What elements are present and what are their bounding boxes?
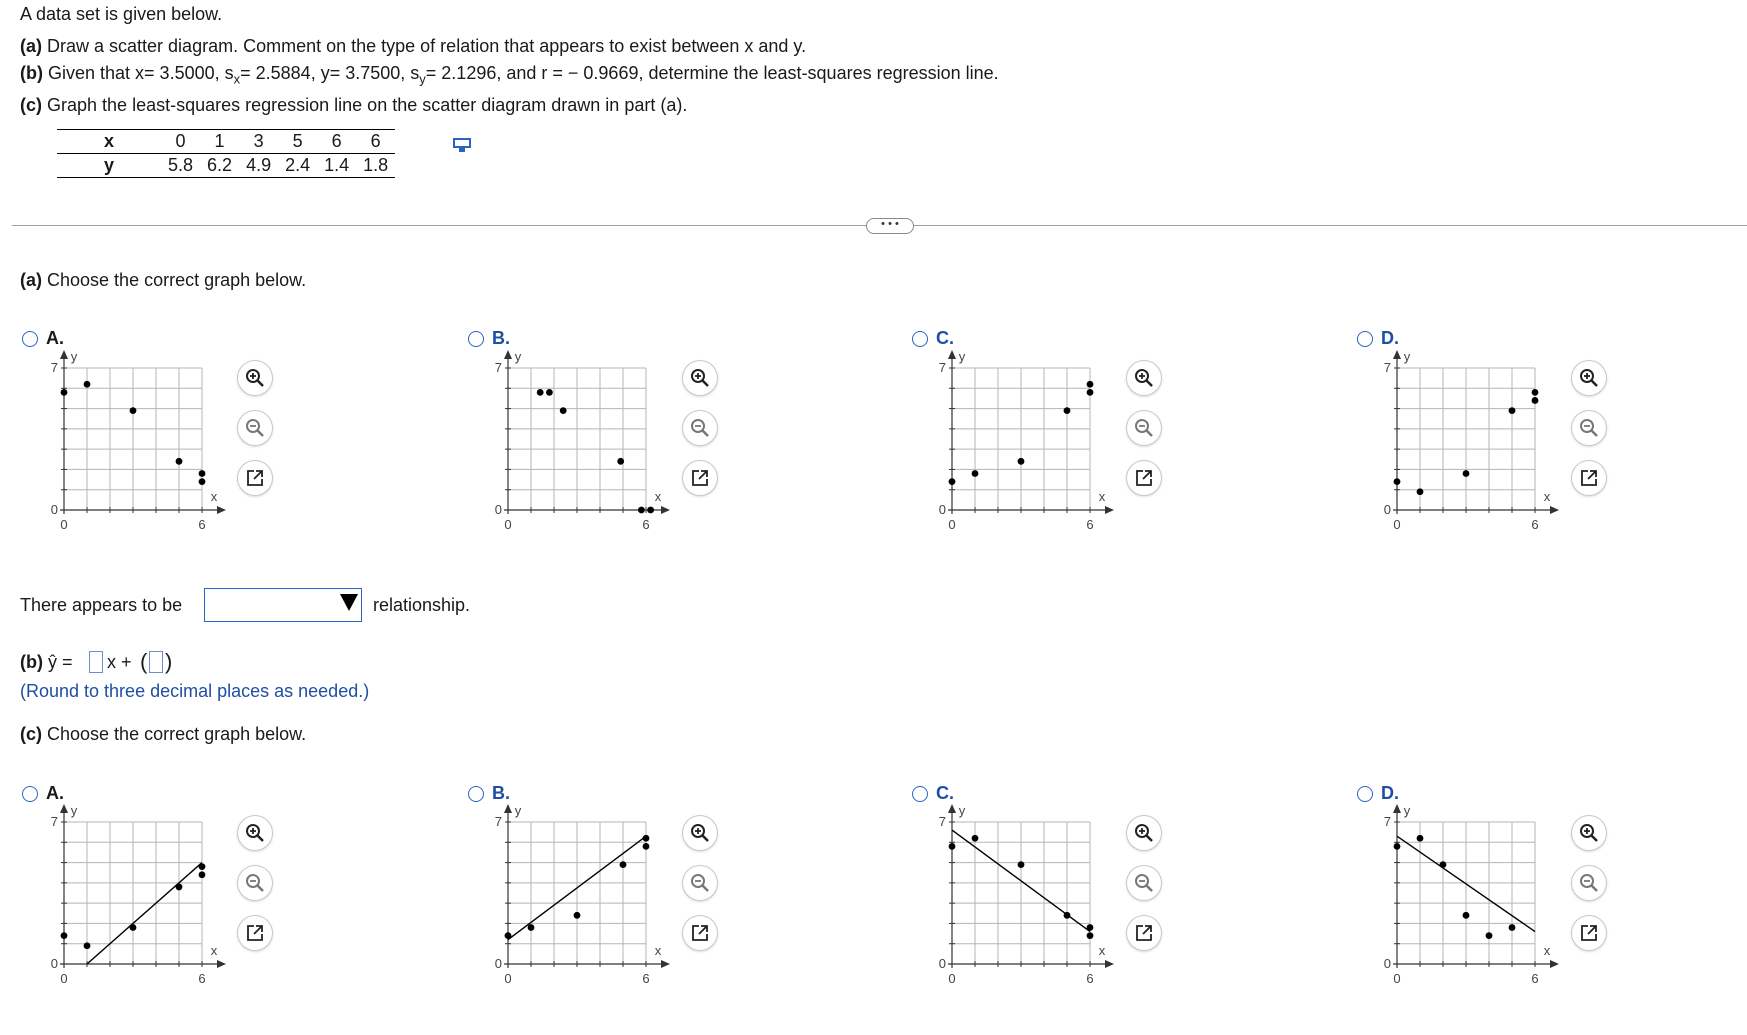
data-point xyxy=(199,871,206,878)
zoom-out-button[interactable] xyxy=(1572,411,1606,445)
sub-x: x xyxy=(233,71,241,87)
sub-y: y xyxy=(419,71,426,87)
zoom-out-icon xyxy=(245,418,265,438)
table-cell: 4.9 xyxy=(239,154,278,178)
x-axis-arrow xyxy=(661,960,670,968)
data-point xyxy=(1064,912,1071,919)
x-max-tick-label: 6 xyxy=(1531,971,1539,986)
data-point xyxy=(61,932,68,939)
zoom-out-icon xyxy=(690,418,710,438)
x-max-tick-label: 6 xyxy=(642,971,650,986)
zoom-in-button[interactable] xyxy=(238,361,272,395)
part-b-text-3: = 2.5884, y xyxy=(240,63,330,83)
data-point xyxy=(949,478,956,485)
data-point xyxy=(176,458,183,465)
zoom-in-button[interactable] xyxy=(1572,361,1606,395)
data-point xyxy=(1087,932,1094,939)
y-axis-name: y xyxy=(70,803,78,818)
x-axis-name: x xyxy=(1543,489,1551,504)
data-point xyxy=(1087,389,1094,396)
option-a-C[interactable] xyxy=(912,328,954,349)
x-axis-name: x xyxy=(1098,489,1106,504)
option-label: C. xyxy=(936,783,954,803)
scatter-plot xyxy=(38,349,238,538)
x-max-tick-label: 6 xyxy=(1086,517,1094,532)
y-zero-tick-label: 0 xyxy=(494,502,502,517)
data-point xyxy=(176,884,183,891)
y-max-tick-label: 7 xyxy=(50,360,58,375)
graph-c-C xyxy=(926,803,1126,997)
option-a-D[interactable] xyxy=(1357,328,1399,349)
x-axis-arrow xyxy=(217,960,226,968)
x-axis-name: x xyxy=(210,489,218,504)
data-point xyxy=(949,843,956,850)
y-max-tick-label: 7 xyxy=(1383,360,1391,375)
question-c-prompt xyxy=(20,724,306,745)
part-c-text: Graph the least-squares regression line on the scatter diagram drawn in part (a). xyxy=(47,95,688,115)
popout-icon xyxy=(1134,923,1154,943)
zoom-in-button[interactable] xyxy=(1127,361,1161,395)
y-axis-arrow xyxy=(60,804,68,813)
option-a-A[interactable] xyxy=(22,328,64,349)
close-paren: ) xyxy=(165,649,173,674)
y-axis-arrow xyxy=(948,350,956,359)
relationship-suffix: relationship. xyxy=(373,595,471,615)
y-axis-arrow xyxy=(1393,350,1401,359)
option-c-C[interactable] xyxy=(912,783,954,804)
zoom-in-button[interactable] xyxy=(1572,816,1606,850)
x-max-tick-label: 6 xyxy=(198,517,206,532)
relationship-dropdown[interactable] xyxy=(204,588,362,622)
intro-text: A data set is given below. xyxy=(20,4,223,24)
x-axis-arrow xyxy=(1550,960,1559,968)
data-point xyxy=(84,942,91,949)
data-point xyxy=(638,507,645,514)
table-x-header: x xyxy=(57,130,161,154)
data-point xyxy=(1087,381,1094,388)
zoom-out-button[interactable] xyxy=(1572,866,1606,900)
popout-button[interactable] xyxy=(1572,461,1606,495)
scatter-plot xyxy=(38,803,238,992)
radio-button[interactable] xyxy=(912,331,928,347)
radio-button[interactable] xyxy=(22,331,38,347)
data-point xyxy=(199,863,206,870)
zoom-out-icon xyxy=(245,873,265,893)
graph-a-A xyxy=(38,349,238,543)
x-zero-tick-label: 0 xyxy=(1393,971,1401,986)
zoom-in-button[interactable] xyxy=(1127,816,1161,850)
data-point xyxy=(1417,488,1424,495)
x-axis-arrow xyxy=(1550,506,1559,514)
zoom-in-icon xyxy=(1134,368,1154,388)
scatter-plot xyxy=(926,803,1126,992)
option-label: C. xyxy=(936,328,954,348)
data-point xyxy=(617,458,624,465)
popout-button[interactable] xyxy=(1572,916,1606,950)
data-point xyxy=(1417,835,1424,842)
data-point xyxy=(130,924,137,931)
zoom-out-button[interactable] xyxy=(1127,866,1161,900)
popout-icon xyxy=(245,468,265,488)
popout-icon xyxy=(690,923,710,943)
radio-button[interactable] xyxy=(912,786,928,802)
y-max-tick-label: 7 xyxy=(494,814,502,829)
x-zero-tick-label: 0 xyxy=(948,971,956,986)
table-cell: 1 xyxy=(200,130,239,154)
y-zero-tick-label: 0 xyxy=(50,956,58,971)
table-cell: 3 xyxy=(239,130,278,154)
data-point xyxy=(199,470,206,477)
question-a-prompt xyxy=(20,270,306,291)
data-table xyxy=(57,129,395,178)
y-max-tick-label: 7 xyxy=(938,814,946,829)
data-point xyxy=(130,407,137,414)
x-axis-name: x xyxy=(1098,943,1106,958)
part-b-text-1: Given that x xyxy=(48,63,145,83)
table-cell: 6 xyxy=(356,130,395,154)
scatter-plot xyxy=(482,803,682,992)
x-axis-arrow xyxy=(217,506,226,514)
popout-icon xyxy=(1579,468,1599,488)
option-label: D. xyxy=(1381,328,1399,348)
popout-button[interactable] xyxy=(238,916,272,950)
question-b-label: (b) xyxy=(20,652,43,672)
copy-table-icon[interactable] xyxy=(453,137,473,160)
part-b-text-5: = 2.1296, and r = − 0.9669, determine the least-squares regression line. xyxy=(425,63,999,83)
x-max-tick-label: 6 xyxy=(1086,971,1094,986)
x-zero-tick-label: 0 xyxy=(504,971,512,986)
part-b-statement xyxy=(20,63,999,87)
data-point xyxy=(643,835,650,842)
zoom-out-icon xyxy=(1134,873,1154,893)
zoom-in-icon xyxy=(245,823,265,843)
y-axis-name: y xyxy=(70,349,78,364)
scatter-plot xyxy=(926,349,1126,538)
zoom-out-icon xyxy=(690,873,710,893)
question-b-line xyxy=(20,652,73,673)
zoom-out-button[interactable] xyxy=(238,866,272,900)
y-max-tick-label: 7 xyxy=(494,360,502,375)
zoom-in-icon xyxy=(245,368,265,388)
x-zero-tick-label: 0 xyxy=(1393,517,1401,532)
x-plus-text: x + xyxy=(107,652,132,672)
part-a-label: (a) xyxy=(20,36,42,56)
data-point xyxy=(1509,924,1516,931)
data-point xyxy=(1087,924,1094,931)
data-point xyxy=(505,932,512,939)
popout-button[interactable] xyxy=(238,461,272,495)
question-a-label: (a) xyxy=(20,270,42,290)
radio-button[interactable] xyxy=(1357,786,1373,802)
rounding-hint: (Round to three decimal places as needed.) xyxy=(20,681,370,701)
part-c-label: (c) xyxy=(20,95,42,115)
y-axis-name: y xyxy=(514,803,522,818)
data-point xyxy=(1018,458,1025,465)
relationship-prefix: There appears to be xyxy=(20,595,183,615)
part-b-label: (b) xyxy=(20,63,43,83)
graph-c-A xyxy=(38,803,238,997)
popout-button[interactable] xyxy=(1127,916,1161,950)
x-max-tick-label: 6 xyxy=(198,971,206,986)
x-zero-tick-label: 0 xyxy=(948,517,956,532)
zoom-in-icon xyxy=(690,823,710,843)
data-point xyxy=(528,924,535,931)
x-axis-arrow xyxy=(661,506,670,514)
part-a-statement xyxy=(20,36,806,57)
open-paren: ( xyxy=(140,649,148,674)
y-max-tick-label: 7 xyxy=(938,360,946,375)
x-axis-arrow xyxy=(1105,506,1114,514)
data-point xyxy=(61,389,68,396)
graph-a-D xyxy=(1371,349,1571,543)
data-point xyxy=(647,507,654,514)
y-axis-arrow xyxy=(504,804,512,813)
zoom-out-button[interactable] xyxy=(238,411,272,445)
y-zero-tick-label: 0 xyxy=(1383,956,1391,971)
data-point xyxy=(1394,478,1401,485)
y-axis-name: y xyxy=(1403,803,1411,818)
option-label: A. xyxy=(46,783,64,803)
data-point xyxy=(1463,912,1470,919)
zoom-in-icon xyxy=(1579,823,1599,843)
expand-button[interactable]: • • • xyxy=(866,218,914,234)
zoom-out-icon xyxy=(1579,873,1599,893)
x-zero-tick-label: 0 xyxy=(60,517,68,532)
popout-icon xyxy=(690,468,710,488)
regression-line xyxy=(87,863,202,964)
graph-a-B xyxy=(482,349,682,543)
table-row-y xyxy=(57,154,395,178)
table-cell: 6.2 xyxy=(200,154,239,178)
data-point xyxy=(84,381,91,388)
x-axis-name: x xyxy=(654,489,662,504)
data-point xyxy=(1486,932,1493,939)
table-cell: 5 xyxy=(278,130,317,154)
data-point xyxy=(1394,843,1401,850)
scatter-plot xyxy=(482,349,682,538)
zoom-out-icon xyxy=(1134,418,1154,438)
part-a-text: Draw a scatter diagram. Comment on the type of relation that appears to exist between x and y. xyxy=(47,36,807,56)
popout-icon xyxy=(245,923,265,943)
data-point xyxy=(574,912,581,919)
y-axis-arrow xyxy=(948,804,956,813)
data-point xyxy=(546,389,553,396)
x-max-tick-label: 6 xyxy=(1531,517,1539,532)
data-point xyxy=(1463,470,1470,477)
option-c-D[interactable] xyxy=(1357,783,1399,804)
y-zero-tick-label: 0 xyxy=(938,502,946,517)
table-row-x xyxy=(57,130,395,154)
slope-input[interactable] xyxy=(89,651,103,673)
popout-button[interactable] xyxy=(683,916,717,950)
zoom-in-button[interactable] xyxy=(683,816,717,850)
popout-button[interactable] xyxy=(683,461,717,495)
data-point xyxy=(1440,861,1447,868)
option-a-B[interactable] xyxy=(468,328,510,349)
x-zero-tick-label: 0 xyxy=(504,517,512,532)
y-axis-name: y xyxy=(514,349,522,364)
part-c-statement xyxy=(20,95,687,116)
y-axis-name: y xyxy=(958,803,966,818)
y-zero-tick-label: 0 xyxy=(494,956,502,971)
graph-a-C xyxy=(926,349,1126,543)
zoom-out-icon xyxy=(1579,418,1599,438)
question-a-text: Choose the correct graph below. xyxy=(47,270,307,290)
graph-c-D xyxy=(1371,803,1571,997)
x-zero-tick-label: 0 xyxy=(60,971,68,986)
y-axis-name: y xyxy=(1403,349,1411,364)
x-max-tick-label: 6 xyxy=(642,517,650,532)
x-axis-name: x xyxy=(210,943,218,958)
option-label: A. xyxy=(46,328,64,348)
graph-c-B xyxy=(482,803,682,997)
table-cell: 2.4 xyxy=(278,154,317,178)
data-point xyxy=(199,478,206,485)
y-zero-tick-label: 0 xyxy=(50,502,58,517)
option-label: B. xyxy=(492,328,510,348)
y-zero-tick-label: 0 xyxy=(1383,502,1391,517)
popout-button[interactable] xyxy=(1127,461,1161,495)
yhat-symbol: ŷ = xyxy=(48,652,73,672)
radio-button[interactable] xyxy=(468,786,484,802)
zoom-out-button[interactable] xyxy=(683,866,717,900)
data-point xyxy=(1064,407,1071,414)
x-axis-name: x xyxy=(654,943,662,958)
table-cell: 0 xyxy=(161,130,200,154)
data-point xyxy=(1532,389,1539,396)
x-axis-name: x xyxy=(1543,943,1551,958)
data-point xyxy=(972,470,979,477)
part-b-text-2: = 3.5000, s xyxy=(144,63,234,83)
table-cell: 5.8 xyxy=(161,154,200,178)
y-axis-arrow xyxy=(504,350,512,359)
zoom-out-button[interactable] xyxy=(683,411,717,445)
question-c-text: Choose the correct graph below. xyxy=(47,724,307,744)
y-max-tick-label: 7 xyxy=(1383,814,1391,829)
option-label: B. xyxy=(492,783,510,803)
popout-icon xyxy=(1134,468,1154,488)
dropdown-arrow-icon xyxy=(340,594,358,611)
table-cell: 1.8 xyxy=(356,154,395,178)
y-max-tick-label: 7 xyxy=(50,814,58,829)
popout-icon xyxy=(1579,923,1599,943)
x-axis-arrow xyxy=(1105,960,1114,968)
scatter-plot xyxy=(1371,803,1571,992)
radio-button[interactable] xyxy=(22,786,38,802)
data-point xyxy=(1509,407,1516,414)
zoom-in-icon xyxy=(1579,368,1599,388)
table-cell: 6 xyxy=(317,130,356,154)
y-axis-arrow xyxy=(1393,804,1401,813)
zoom-out-button[interactable] xyxy=(1127,411,1161,445)
zoom-in-button[interactable] xyxy=(238,816,272,850)
data-point xyxy=(1018,861,1025,868)
option-c-B[interactable] xyxy=(468,783,510,804)
scatter-plot xyxy=(1371,349,1571,538)
intercept-input[interactable] xyxy=(149,651,163,673)
table-y-header: y xyxy=(57,154,161,178)
zoom-in-button[interactable] xyxy=(683,361,717,395)
option-c-A[interactable] xyxy=(22,783,64,804)
question-c-label: (c) xyxy=(20,724,42,744)
data-point xyxy=(620,861,627,868)
radio-button[interactable] xyxy=(1357,331,1373,347)
data-point xyxy=(643,843,650,850)
y-axis-arrow xyxy=(60,350,68,359)
option-label: D. xyxy=(1381,783,1399,803)
y-zero-tick-label: 0 xyxy=(938,956,946,971)
radio-button[interactable] xyxy=(468,331,484,347)
zoom-in-icon xyxy=(1134,823,1154,843)
data-point xyxy=(560,407,567,414)
y-axis-name: y xyxy=(958,349,966,364)
zoom-in-icon xyxy=(690,368,710,388)
part-b-text-4: = 3.7500, s xyxy=(329,63,420,83)
table-cell: 1.4 xyxy=(317,154,356,178)
data-point xyxy=(972,835,979,842)
data-point xyxy=(537,389,544,396)
data-point xyxy=(1532,397,1539,404)
